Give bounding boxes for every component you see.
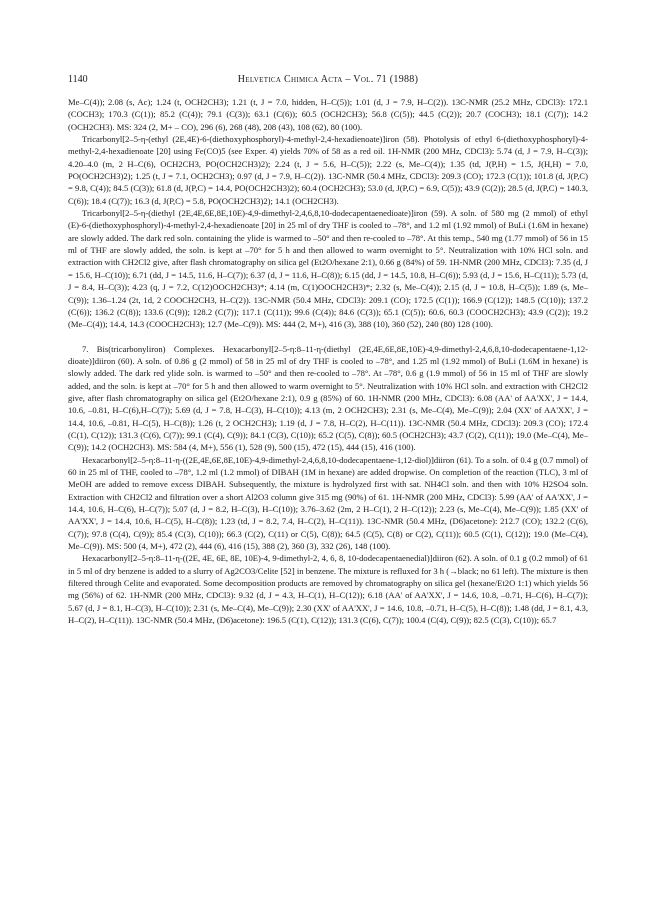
paragraph-compound-61: Hexacarbonyl[2–5-η:8–11-η-((2E,4E,6E,8E,10E)-4,9-dimethyl-2,4,6,8,10-dodecapentaene-1,12-diol)]diiron (61). To a soln. of 0.4 g (0.7 mmol) of 60 in 25 ml of THF, cooled to –78°, 1.2 ml (1.2 mmol) of DIBAH (1M in hexane) are added dropwise. On completion of the reaction (TLC), 3 ml of MeOH are added to remove excess DIBAH. Subsequently, the mixture is hydrolyzed first with sat. NH4Cl soln. and then with 10% H2SO4 soln. Extraction with CH2Cl2 and filtration over a short Al2O3 column give 315 mg (90%) of 61. 1H-NMR (200 MHz, CDCl3): 5.99 (AA' of AA'XX', J = 14.4, 10.6, H–C(6), H–C(7)); 5.07 (d, J = 8.2, H–C(3), H–C(10)); 3.76–3.62 (2m, 2 H–C(1), 2 H–C(12)); 2.23 (s, Me–C(4), Me–C(9)); 1.85 (XX' of AA'XX', J = 14.4, 10.6, H–C(5), H–C(8)); 1.23 (td, J = 8.2, 7.4, H–C(2), H–C(11)). 13C-NMR (50.4 MHz, (D6)acetone): 212.7 (CO); 132.2 (C(6), C(7)); 97.8 (C(4), C(9)); 85.4 (C(3), C(10)); 66.3 (C(2), C(11) or C(5), C(8)); 64.5 (C(5), C(8) or C(2), C(11)); 60.5 (C(1), C(12)); 19.0 (Me–C(4), Me–C(9)). MS: 500 (4, M+), 472 (2), 444 (6), 416 (15), 388 (2), 360 (3), 332 (26), 148 (100).	[68, 454, 588, 552]
body-text	[68, 96, 588, 626]
paragraph-compound-59: Tricarbonyl[2–5-η-(diethyl (2E,4E,6E,8E,10E)-4,9-dimethyl-2,4,6,8,10-dodecapentaenedioate)]iron (59). A soln. of 580 mg (2 mmol) of ethyl (E)-6-(diethoxyphosphoryl)-4-methyl-2,4-hexadienoate [20] in 25 ml of dry THF is cooled to –78°, and 1.2 ml (1.92 mmol) of BuLi (1.6M in hexane) are slowly added. The dark red soln. containing the ylide is warmed to –50° and then re-cooled to –78°. At this temp., 540 mg (1.77 mmol) of 56 in 15 ml of THF are slowly added, the soln. is kept at –70° for 5 h and then allowed to warm overnight to 5°. Neutralization with 10% HCl soln. and extraction with CH2Cl2 give, after flash chromatography on silica gel (Et2O/hexane 2:1), 0.66 g (84%) of 59. 1H-NMR (200 MHz, CDCl3): 7.35 (d, J = 15.6, H–C(10)); 6.71 (dd, J = 14.5, 11.6, H–C(7)); 6.37 (d, J = 11.6, H–C(8)); 6.15 (dd, J = 14.5, 10.8, H–C(6)); 5.93 (d, J = 15.6, H–C(11)); 5.73 (d, J = 8.4, H–C(3)); 4.23 (q, J = 7.2, C(12)OOCH2CH3)*; 4.14 (m, C(1)OOCH2CH3)*; 2.32 (s, Me–C(4)); 2.15 (d, J = 10.8, H–C(5)); 1.89 (s, Me–C(9)); 1.36–1.24 (2t, 1d, 2 COOCH2CH3, H–C(2)). 13C-NMR (50.4 MHz, CDCl3): 209.1 (CO); 172.5 (C(1)); 166.9 (C(12)); 148.5 (C(10)); 137.2 (C(6)); 136.2 (C(8)); 133.6 (C(9)); 128.2 (C(7)); 117.1 (C(11)); 99.6 (C(4)); 84.6 (C(3)); 65.1 (C(5)); 60.6, 60.3 (COOCH2CH3); 43.9 (C(2)); 19.2 (Me–C(4)); 14.4, 14.3 (COOCH2CH3); 12.7 (Me–C(9)). MS: 444 (2, M+), 416 (3), 388 (10), 360 (52), 240 (80) 128 (100).	[68, 208, 588, 330]
journal-title: Helvetica Chimica Acta – Vol. 71 (1988)	[237, 74, 419, 85]
paragraph-compound-58: Tricarbonyl[2–5-η-(ethyl (2E,4E)-6-(diethoxyphosphoryl)-4-methyl-2,4-hexadienoate)]iron (58). Photolysis of ethyl 6-(diethoxyphosphoryl)-4-methyl-2,4-hexadienoate [20] using Fe(CO)5 (see Exper. 4) yields 70% of 58 as a red oil. 1H-NMR (200 MHz, CDCl3): 5.74 (d, J = 7.9, H–C(3)); 4.20–4.0 (m, 2 H–C(6), OCH2CH3, PO(OCH2CH3)2); 2.24 (t, J = 5.6, H–C(5)); 2.22 (s, Me–C(4)); 1.35 (td, J(P,H) = 1.5, J(H,H) = 7.0, PO(OCH2CH3)2); 1.25 (t, J = 7.1, OCH2CH3); 0.97 (d, J = 7.9, H–C(2)). 13C-NMR (50.4 MHz, CDCl3): 209.3 (CO); 172.3 (C(1)); 101.8 (d, J(P,C) = 9.8, C(4)); 84.5 (C(3)); 61.8 (d, J(P,C) = 14.4, PO(OCH2CH3)2); 60.4 (OCH2CH3); 53.0 (d, J(P,C) = 6.9, C(5)); 43.9 (C(2)); 28.5 (d, J(P,C) = 140.3, C(6)); 18.4 (C(7)); 16.3 (d, J(P,C) = 5.8, PO(OCH2CH3)2); 14.1 (OCH2CH3).	[68, 134, 588, 206]
paragraph-compound-62: Hexacarbonyl[2–5-η:8–11-η-((2E, 4E, 6E, 8E, 10E)-4, 9-dimethyl-2, 4, 6, 8, 10-dodecapentaenedial)]diiron (62). A soln. of 0.1 g (0.2 mmol) of 61 in 5 ml of dry benzene is added to a slurry of Ag2CO3/Celite [52] in benzene. The mixture is refluxed for 3 h (→black; no 61 left). The mixture is then filtered through Celite and evaporated. Some decomposition products are removed by chromatography on silica gel (hexane/Et2O 1:1) which yields 56 mg (56%) of 62. 1H-NMR (200 MHz, CDCl3): 9.32 (d, J = 4.3, H–C(1), H–C(12)); 6.18 (AA' of AA'XX', J = 14.6, 10.8, –0.71, H–C(6), H–C(7)); 5.67 (d, J = 8.1, H–C(3), H–C(10)); 2.31 (s, Me–C(4), Me–C(9)); 2.30 (XX' of AA'XX', J = 14.6, 10.8, –0.71, H–C(5), H–C(8)); 1.48 (dd, J = 8.1, 4.3, H–C(2), H–C(11)). 13C-NMR (50.4 MHz, (D6)acetone): 196.5 (C(1), C(12)); 131.3 (C(6), C(7)); 100.4 (C(4), C(9)); 82.5 (C(3), C(10)); 65.7	[68, 553, 588, 626]
page-number: 1140	[68, 74, 88, 85]
page-header	[68, 74, 588, 88]
section-7-compound-60: 7. Bis(tricarbonyliron) Complexes. Hexacarbonyl[2–5-η:8–11-η-(diethyl (2E,4E,6E,8E,10E)-4,9-dimethyl-2,4,6,8,10-dodecapentaene-1,12-dioate)]diiron (60). A soln. of 0.86 g (2 mmol) of 58 in 25 ml of dry THF is cooled to –78°, and 1.25 ml (1.92 mmol) of BuLi (1.6M in hexane) is slowly added. The dark red ylide soln. is warmed to –50° and then re-cooled to –78°. At –78°, 0.6 g (1.9 mmol) of 56 in 15 ml of THF are slowly added, and the soln. is kept at –70° for 5 h and then allowed to warm overnight to 5°. Neutralization with 10% HCl soln. and extraction with CH2Cl2 give, after flash chromatography on silica gel (Et2O/hexane 2:1), 0.9 g (85%) of 60. 1H-NMR (200 MHz, CDCl3): 6.08 (AA' of AA'XX', J = 14.4, 10.6, –0.81, H–C(6),H–C(7)); 5.69 (d, J = 7.8, H–C(3), H–C(10)); 4.13 (m, 2 OCH2CH3); 2.31 (s, Me–C(4), Me–C(9)); 2.04 (XX' of AA'XX', J = 14.4, 10.6, –0.81, H–C(5), H–C(8)); 1.26 (t, 2 OCH2CH3); 1.19 (d, J = 7.8, H–C(2), H–C(11)). 13C-NMR (50.4 MHz, CDCl3): 209.3 (CO); 172.4 (C(1), C(12)); 131.3 (C(6), C(7)); 99.1 (C(4), C(9)); 84.1 (C(3), C(10)); 65.2 (C(5), C(8)); 60.5 (OCH2CH3); 43.7 (C(2), C(11)); 19.0 (Me–C(4), Me–C(9)); 14.2 (OCH2CH3). MS: 584 (4, M+), 556 (1), 528 (9), 500 (15), 472 (15), 444 (15), 416 (100).	[68, 343, 588, 453]
paragraph-continued: Me–C(4)); 2.08 (s, Ac); 1.24 (t, OCH2CH3); 1.21 (t, J = 7.0, hidden, H–C(5)); 1.01 (d, J = 7.9, H–C(2)). 13C-NMR (25.2 MHz, CDCl3): 172.1 (COCH3); 170.3 (C(1)); 85.2 (C(4)); 79.1 (C(3)); 63.1 (C(6)); 60.5 (OCH2CH3); 56.8 (C(5)); 44.5 (C(2)); 20.7 (COCH3); 18.1 (C(7)); 14.2 (OCH2CH3). MS: 324 (2, M+ – CO), 296 (6), 268 (48), 208 (43), 108 (62), 80 (100).	[68, 97, 588, 132]
